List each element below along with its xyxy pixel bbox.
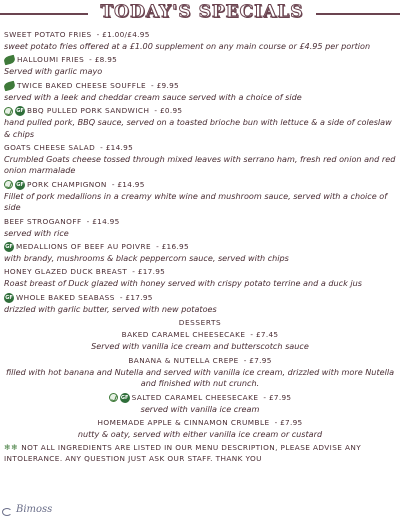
menu-item-heading (4, 29, 396, 41)
menu-item-price: - £7.95 (243, 355, 272, 365)
menu-item (4, 54, 396, 77)
header-rule-left (0, 13, 88, 15)
snowflake-icon: ❄❄ (4, 443, 19, 453)
menu-item-price: - £14.95 (111, 179, 145, 189)
header-rule-right (316, 13, 400, 15)
menu-item-description: hand pulled pork, BBQ sauce, served on a toasted brioche bun with lettuce & a side of coleslaw & chips (4, 117, 392, 139)
logo-text: Bimoss (16, 504, 53, 515)
vegetarian-icon (4, 180, 13, 189)
menu-item-price: - £1.00/£4.95 (96, 30, 150, 39)
menu-item-name: SWEET POTATO FRIES (4, 30, 92, 39)
menu-item (4, 142, 396, 177)
menu-item-heading (4, 329, 396, 341)
menu-item-price: - £17.95 (119, 292, 153, 302)
menu-item (4, 80, 396, 103)
desserts-heading: DESSERTS (178, 318, 222, 328)
vegetarian-icon (4, 107, 13, 116)
menu-item-heading (4, 355, 396, 367)
allergy-notice (4, 442, 396, 464)
menu-item-description: Crumbled Goats cheese tossed through mixed leaves with serrano ham, fresh red onion and red onion marmalade (4, 154, 396, 176)
gluten-free-icon: GF (5, 244, 13, 251)
menu-item-heading (4, 292, 396, 304)
menu-item-price: - £7.45 (250, 330, 279, 340)
menu-item-price: - £16.95 (156, 242, 189, 252)
menu-item-price: - £7.95 (274, 417, 303, 427)
menu-item-price: - £7.95 (263, 392, 292, 402)
menu-item-price: - £8.95 (89, 55, 118, 65)
menu-item-heading (4, 80, 396, 92)
menu-item (4, 329, 396, 352)
gluten-free-icon: GF (16, 181, 24, 188)
menu-item-price: - £14.95 (86, 216, 120, 226)
menu-item-heading (4, 54, 396, 66)
menu-item-description: Served with vanilla ice cream and butterscotch sauce (91, 341, 309, 352)
menu-item-heading (4, 266, 396, 278)
menu-item-name: BBQ PULLED PORK SANDWICH (27, 106, 150, 116)
menu-item (4, 355, 396, 390)
menu-item-heading (4, 392, 396, 404)
gluten-free-icon: GF (120, 394, 129, 401)
menu-item (4, 105, 396, 140)
gluten-free-icon: GF (16, 108, 24, 115)
restaurant-logo (2, 502, 62, 516)
menu-item-description: filled with hot banana and Nutella and served with vanilla ice cream, drizzled with more Nutella and finished with nut crunch. (5, 366, 395, 389)
menu-item-price: - £17.95 (132, 267, 166, 277)
menu-item-name: BANANA & NUTELLA CREPE (128, 355, 239, 365)
menu-item (4, 216, 396, 239)
menu-item-name: PORK CHAMPIGNON (27, 179, 107, 189)
menu-item (4, 392, 396, 415)
menu-item (4, 179, 396, 214)
gluten-free-icon: GF (5, 294, 13, 301)
menu-item-description: served with vanilla ice cream (140, 403, 260, 414)
menu-item-name: HOMEMADE APPLE & CINNAMON CRUMBLE (97, 417, 270, 427)
menu-item-name: BEEF STROGANOFF (4, 216, 82, 226)
menu-item-price: - £0.95 (154, 106, 183, 116)
menu-item-name: HALLOUMI FRIES (17, 55, 85, 65)
menu-item-heading (4, 179, 396, 191)
menu-item-description: nutty & oaty, served with either vanilla ice cream or custard (77, 428, 323, 439)
menu-item-heading (4, 417, 396, 429)
menu-item (4, 241, 396, 264)
vegetarian-icon (109, 393, 118, 402)
menu-item-description: with brandy, mushrooms & black peppercorn sauce, served with chips (4, 253, 289, 264)
page-title: TODAY'S SPECIALS (100, 2, 304, 22)
menu-item-description: Roast breast of Duck glazed with honey served with crispy potato terrine and a duck jus (4, 278, 362, 289)
header (0, 2, 400, 24)
allergy-notice-text: NOT ALL INGREDIENTS ARE LISTED IN OUR MENU DESCRIPTION, PLEASE ADVISE ANY INTOLERANCE. ANY QUESTION JUST ASK OUR STAFF. THANK YOU (4, 443, 362, 464)
logo-swash-icon (2, 508, 12, 516)
menu-item-description: served with a leek and cheddar cream sauce served with a choice of side (4, 91, 302, 102)
vegetarian-leaf-icon (3, 81, 16, 92)
menu-item-description: Served with garlic mayo (4, 66, 103, 77)
menu-item-name: WHOLE BAKED SEABASS (16, 292, 115, 302)
menu-item-heading (4, 142, 396, 154)
menu-item-heading (4, 105, 396, 117)
menu-item-heading (4, 241, 396, 253)
specials-list (4, 29, 396, 464)
menu-item-name: GOATS CHEESE SALAD (4, 143, 96, 153)
menu-item-description: served with rice (4, 227, 69, 238)
menu-item-price: - £9.95 (151, 80, 179, 90)
menu-item (4, 417, 396, 440)
menu-item-name: BAKED CARAMEL CHEESECAKE (121, 330, 246, 340)
menu-item-name: HONEY GLAZED DUCK BREAST (4, 267, 128, 277)
vegetarian-leaf-icon (3, 55, 16, 66)
menu-item-price: - £14.95 (100, 143, 134, 153)
menu-item (4, 29, 396, 52)
menu-item-name: SALTED CARAMEL CHEESECAKE (131, 392, 259, 402)
menu-item-heading (4, 216, 396, 228)
menu-item-name: TWICE BAKED CHEESE SOUFFLE (17, 80, 147, 90)
menu-item (4, 292, 396, 315)
menu-item-name: MEDALLIONS OF BEEF AU POIVRE (16, 242, 152, 252)
menu-item-description: Fillet of pork medallions in a creamy white wine and mushroom sauce, served with a choice of side (4, 190, 388, 213)
menu-item-description: sweet potato fries offered at a £1.00 supplement on any main course or £4.95 per portion (4, 41, 371, 51)
menu-item-description: drizzled with garlic butter, served with new potatoes (4, 303, 217, 314)
menu-item (4, 266, 396, 289)
